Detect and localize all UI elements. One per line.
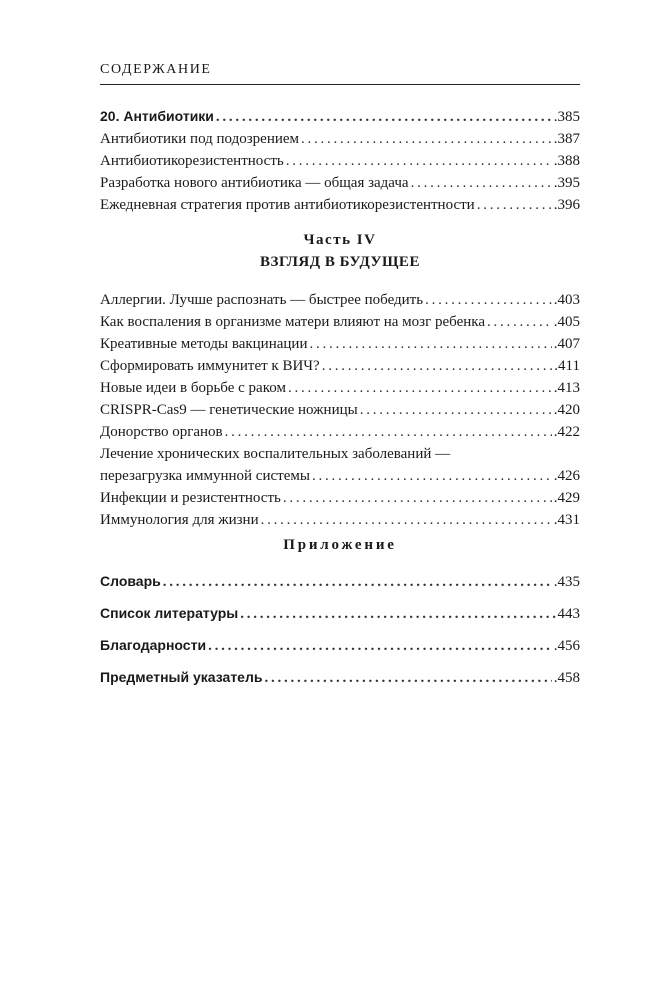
toc-entry-page: .422 — [553, 424, 580, 440]
header-rule — [100, 84, 580, 85]
toc-entry-title: Донорство органов — [100, 424, 223, 440]
toc-entry-page: .413 — [553, 380, 580, 396]
toc-entry-title: CRISPR-Cas9 — генетические ножницы — [100, 402, 358, 418]
dot-leader — [216, 107, 552, 128]
toc-appendix-entry[interactable] — [100, 571, 580, 592]
toc-entry-page: .388 — [553, 153, 580, 169]
toc-entry-title: перезагрузка иммунной системы — [100, 468, 310, 484]
toc-entry-page: .431 — [553, 512, 580, 528]
toc-entry-title: Словарь — [100, 573, 161, 589]
part-label: Часть IV — [303, 232, 377, 248]
toc-entry-page: .420 — [553, 402, 580, 418]
toc-entry[interactable] — [100, 334, 580, 355]
toc-entry-title: Антибиотики под подозрением — [100, 131, 300, 147]
toc-entry-page: .403 — [553, 292, 580, 308]
dot-leader — [288, 378, 552, 399]
toc-entry[interactable] — [100, 195, 580, 216]
dot-leader — [264, 668, 551, 689]
toc-entry[interactable] — [100, 129, 580, 150]
toc-entry-title: Сформировать иммунитет к ВИЧ? — [100, 358, 320, 374]
dot-leader — [425, 290, 552, 311]
toc-entry-page: .458 — [553, 670, 580, 686]
toc-entry-title: Аллергии. Лучше распознать — быстрее победить — [100, 292, 424, 308]
toc-entry-title: 20. Антибиотики — [100, 108, 214, 124]
toc-entry-page: .395 — [553, 175, 580, 191]
toc-entry-title: Предметный указатель — [100, 669, 263, 685]
toc-entry[interactable] — [100, 290, 580, 311]
toc-entry-page: .405 — [553, 314, 580, 330]
toc-entry[interactable] — [100, 378, 580, 399]
toc-entry-title: Разработка нового антибиотика — общая задача — [100, 175, 409, 191]
dot-leader — [477, 195, 552, 216]
toc-entry-page: .429 — [553, 490, 580, 506]
dot-leader — [301, 129, 552, 150]
toc-entry-title: Список литературы — [100, 605, 239, 621]
toc-appendix-entry[interactable] — [100, 635, 580, 656]
dot-leader — [411, 173, 552, 194]
dot-leader — [487, 312, 552, 333]
toc-entry[interactable] — [100, 400, 580, 421]
toc-entry-title: Антибиотикорезистентность — [100, 153, 284, 169]
toc-entry-title: Благодарности — [100, 637, 207, 653]
toc-entry-title: Инфекции и резистентность — [100, 490, 281, 506]
toc-entry-page: .396 — [553, 197, 580, 213]
toc-entry-title: Как воспаления в организме матери влияют на мозг ребенка — [100, 314, 485, 330]
dot-leader — [312, 466, 552, 487]
dot-leader — [240, 604, 555, 625]
toc-entry[interactable] — [100, 312, 580, 333]
dot-leader — [163, 572, 552, 593]
dot-leader — [225, 422, 552, 443]
toc-entry-title: Иммунология для жизни — [100, 512, 259, 528]
toc-entry-page: 443 — [557, 606, 580, 622]
toc-appendix-entry[interactable] — [100, 667, 580, 688]
toc-entry[interactable] — [100, 466, 580, 487]
toc-entry[interactable] — [100, 510, 580, 531]
toc-entry[interactable] — [100, 151, 580, 172]
appendix-title: Приложение — [283, 537, 397, 553]
toc-entry[interactable] — [100, 488, 580, 509]
toc-entry-page: .456 — [553, 638, 580, 654]
toc-entry[interactable] — [100, 356, 580, 377]
dot-leader — [360, 400, 552, 421]
dot-leader — [322, 356, 553, 377]
dot-leader — [261, 510, 552, 531]
dot-leader — [208, 636, 552, 657]
running-head: СОДЕРЖАНИЕ — [100, 62, 212, 77]
toc-entry-page: .435 — [553, 574, 580, 590]
toc-entry-title-line[interactable]: Лечение хронических воспалительных заболеваний — — [100, 446, 451, 462]
toc-entry-page: .426 — [553, 468, 580, 484]
toc-entry[interactable] — [100, 173, 580, 194]
toc-entry-page: .387 — [553, 131, 580, 147]
toc-appendix-entry[interactable] — [100, 603, 580, 624]
toc-entry-title: Креативные методы вакцинации — [100, 336, 308, 352]
toc-entry-title: Новые идеи в борьбе с раком — [100, 380, 286, 396]
dot-leader — [309, 334, 551, 355]
toc-entry-page: .411 — [554, 358, 580, 374]
toc-chapter-20[interactable] — [100, 106, 580, 127]
dot-leader — [283, 488, 552, 509]
dot-leader — [286, 151, 552, 172]
toc-entry[interactable] — [100, 422, 580, 443]
toc-entry-page: .407 — [553, 336, 580, 352]
toc-entry-title: Ежедневная стратегия против антибиотикорезистентности — [100, 197, 475, 213]
toc-entry-page: .385 — [553, 109, 580, 125]
part-title: ВЗГЛЯД В БУДУЩЕЕ — [260, 254, 420, 270]
